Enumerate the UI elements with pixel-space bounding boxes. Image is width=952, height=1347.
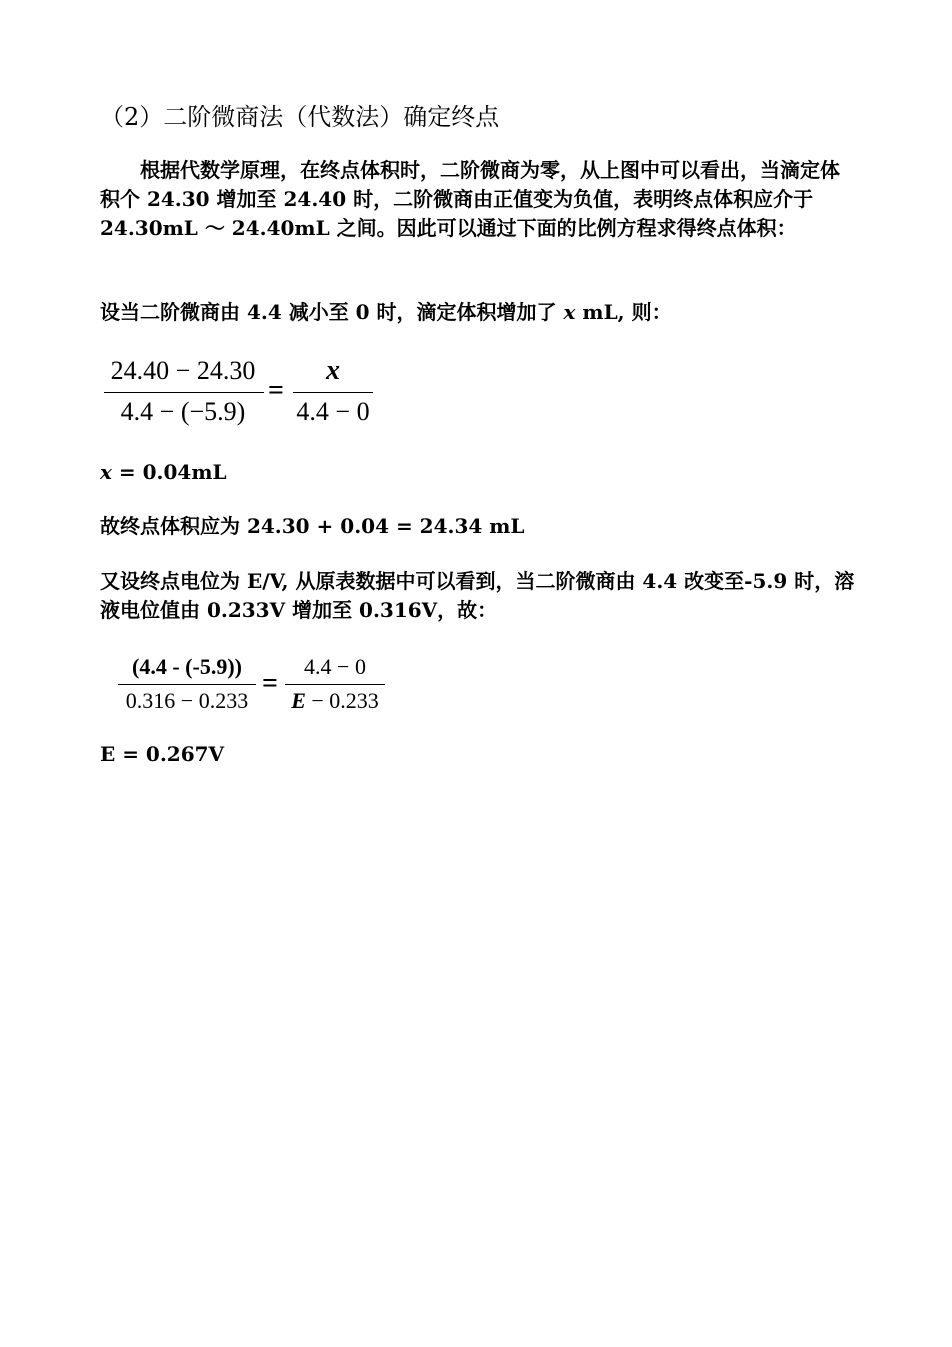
result-x-value: = 0.04mL [111,460,227,484]
paragraph-potential: 又设终点电位为 E/V, 从原表数据中可以看到，当二阶微商由 4.4 改变至-5.9 时，溶液电位值由 0.233V 增加至 0.316V，故： [100,569,855,622]
eq1-rhs-numerator: x [326,355,340,386]
result-E: E = 0.267V [100,742,225,766]
result-x-var: x [100,460,112,484]
eq2-lhs-denominator: 0.316 − 0.233 [125,688,249,713]
eq2-rhs-numerator: 4.4 − 0 [304,654,366,679]
assumption-line [100,298,672,326]
paragraph-endpoint-range [100,156,856,243]
eq1-lhs-numerator: 24.40 − 24.30 [110,356,256,385]
eq2-rhs-denominator [284,688,386,714]
eq2-lhs-numerator: (4.4 - (-5.9)) [132,654,242,679]
eq1-equals: = [268,375,284,406]
eq1-rhs-denominator: 4.4 − 0 [296,397,370,426]
eq2-equals: = [262,668,278,699]
endpoint-volume-line: 故终点体积应为 24.30 + 0.04 = 24.34 mL [100,514,525,538]
assumption-prefix: 设当二阶微商由 4.4 减小至 0 时，滴定体积增加了 [100,300,564,324]
variable-x: x [563,300,576,324]
paragraph-text: 根据代数学原理，在终点体积时，二阶微商为零，从上图中可以看出，当滴定体积个 24.30 增加至 24.40 时，二阶微商由正值变为负值，表明终点体积应介于 24.30mL ～ 24.40mL 之间。因此可以通过下面的比例方程求得终点体积： [100,158,840,240]
eq2-lhs-fraction-bar [118,684,256,685]
eq1-lhs-fraction-bar [104,392,264,393]
eq2-rhs-fraction-bar [285,684,385,685]
eq2-rhs-denominator-rest: − 0.233 [305,688,379,713]
variable-E: E [291,688,306,713]
section-heading: （2）二阶微商法（代数法）确定终点 [100,103,500,131]
result-x [100,458,227,486]
assumption-suffix: mL, 则： [575,300,672,324]
eq1-lhs-denominator: 4.4 − (−5.9) [120,397,246,426]
eq1-rhs-fraction-bar [293,392,373,393]
